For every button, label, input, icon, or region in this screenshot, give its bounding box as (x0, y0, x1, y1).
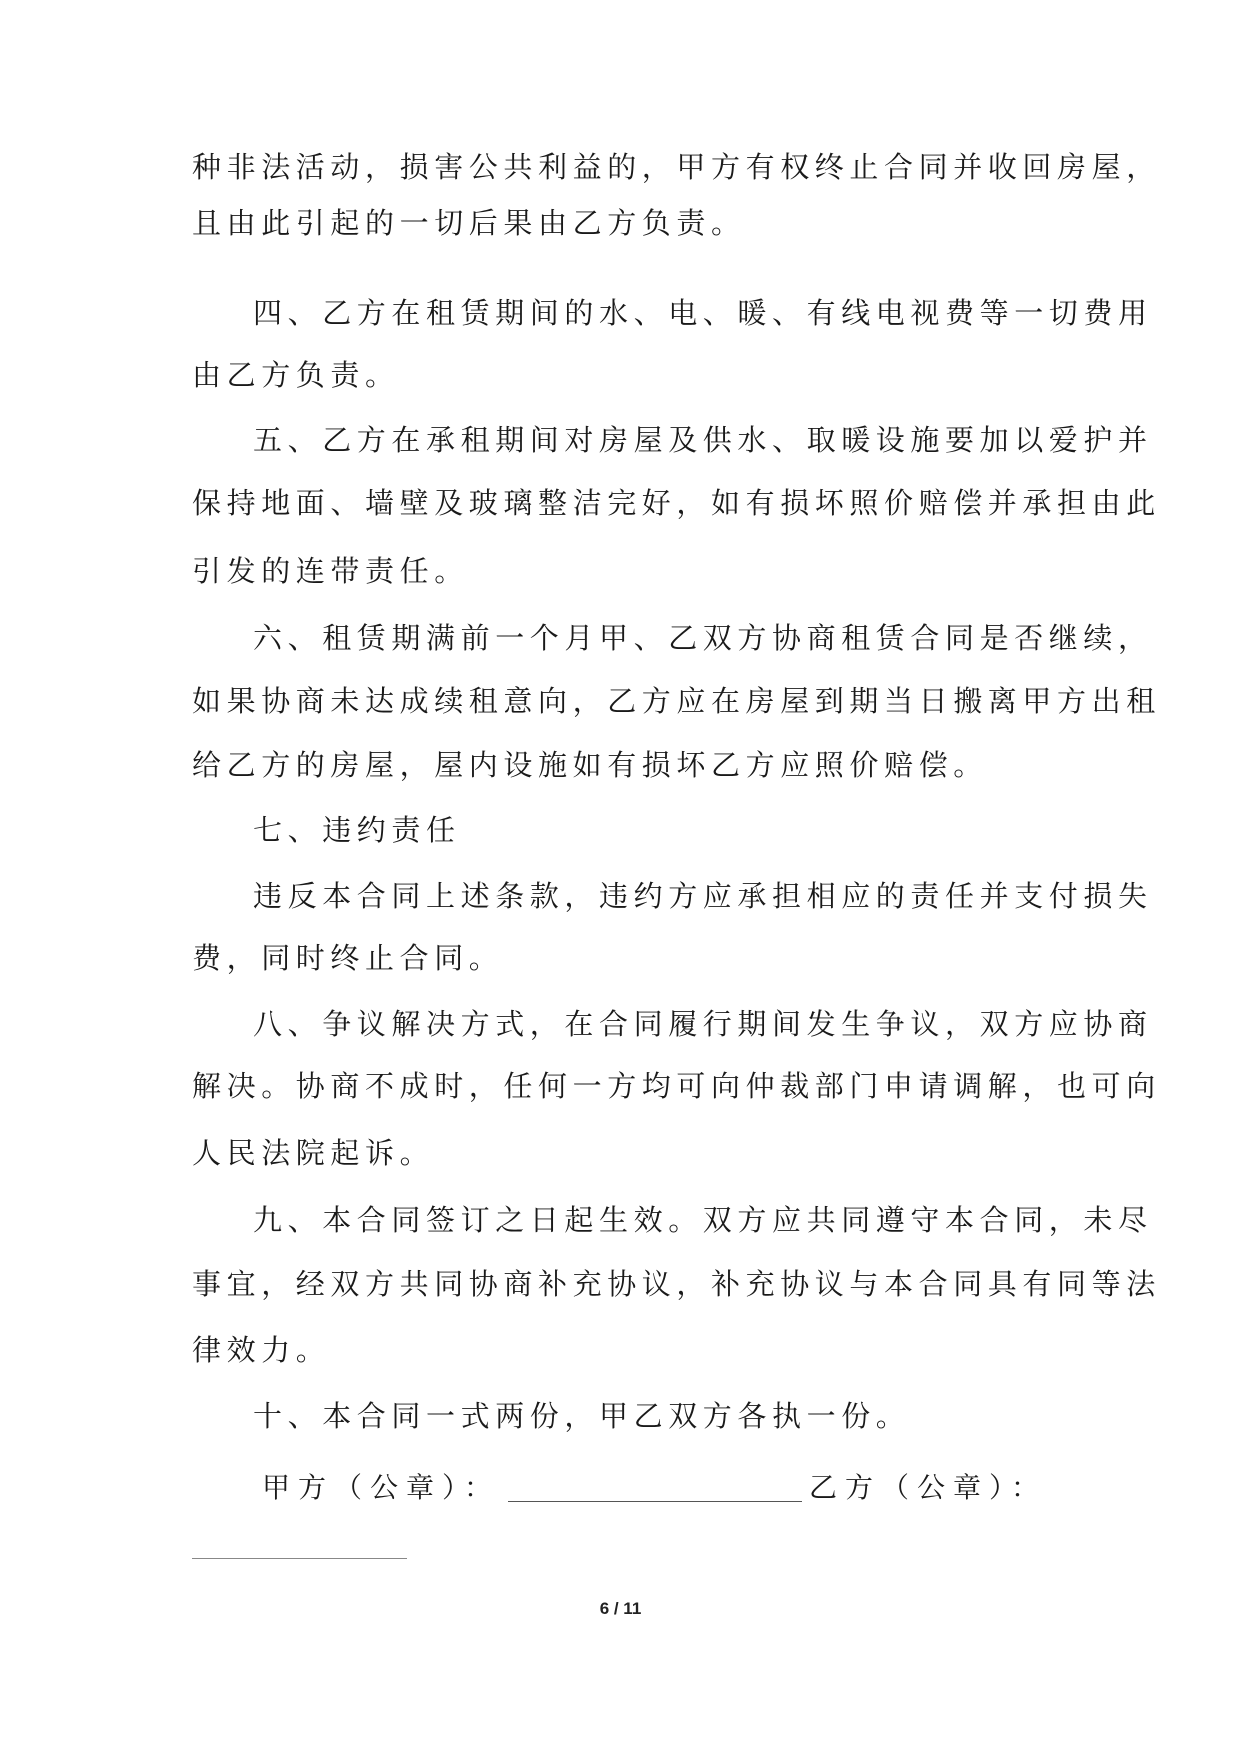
paragraph-line: 事宜，经双方共同协商补充协议，补充协议与本合同具有同等法 (192, 1267, 1161, 1301)
paragraph-line: 律效力。 (192, 1333, 331, 1367)
signature-row (262, 1468, 1082, 1508)
paragraph-line: 五、乙方在承租期间对房屋及供水、取暖设施要加以爱护并 (253, 423, 1153, 457)
paragraph-line: 给乙方的房屋，屋内设施如有损坏乙方应照价赔偿。 (192, 748, 988, 782)
party-a-seal-label: 甲方（公章）： (262, 1471, 501, 1504)
paragraph-line: 费，同时终止合同。 (192, 941, 504, 975)
paragraph-line: 八、争议解决方式，在合同履行期间发生争议，双方应协商 (253, 1007, 1153, 1041)
paragraph-line: 种非法活动，损害公共利益的，甲方有权终止合同并收回房屋， (192, 150, 1161, 184)
paragraph-line: 人民法院起诉。 (192, 1136, 435, 1170)
paragraph-line: 六、租赁期满前一个月甲、乙双方协商租赁合同是否继续， (253, 621, 1153, 655)
party-b-seal-label: 乙方（公章）： (809, 1471, 1048, 1504)
paragraph-line: 引发的连带责任。 (192, 554, 469, 588)
paragraph-line: 由乙方负责。 (192, 358, 400, 392)
paragraph-line: 保持地面、墙壁及玻璃整洁完好，如有损坏照价赔偿并承担由此 (192, 486, 1161, 520)
paragraph-line: 十、本合同一式两份，甲乙双方各执一份。 (253, 1399, 911, 1433)
paragraph-line: 如果协商未达成续租意向，乙方应在房屋到期当日搬离甲方出租 (192, 684, 1161, 718)
paragraph-line: 违反本合同上述条款，违约方应承担相应的责任并支付损失 (253, 879, 1153, 913)
paragraph-line: 解决。协商不成时，任何一方均可向仲裁部门申请调解，也可向 (192, 1069, 1161, 1103)
signature-blank-line (508, 1501, 802, 1502)
page-number: 6 / 11 (599, 1599, 642, 1618)
paragraph-line: 九、本合同签订之日起生效。双方应共同遵守本合同，未尽 (253, 1203, 1153, 1237)
paragraph-line: 且由此引起的一切后果由乙方负责。 (192, 206, 746, 240)
section-heading: 七、违约责任 (253, 813, 461, 847)
paragraph-line: 四、乙方在租赁期间的水、电、暖、有线电视费等一切费用 (253, 296, 1153, 330)
footnote-separator (192, 1558, 407, 1559)
